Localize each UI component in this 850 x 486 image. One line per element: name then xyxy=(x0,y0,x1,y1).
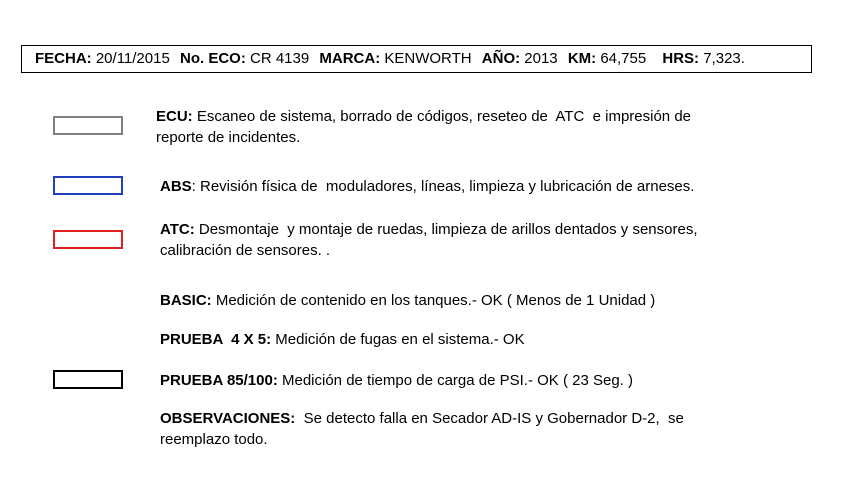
atc-text-line2: calibración de sensores. . xyxy=(160,242,331,259)
ecu-legend-swatch xyxy=(53,116,123,135)
eco-label: No. ECO: xyxy=(179,50,246,67)
km-value: 64,755 xyxy=(600,50,647,67)
abs-label: ABS xyxy=(160,178,192,195)
prueba-85-100-label: PRUEBA 85/100: xyxy=(160,372,278,389)
eco-value: CR 4139 xyxy=(250,50,310,67)
prueba-4x5-label: PRUEBA 4 X 5: xyxy=(160,331,272,348)
marca-label: MARCA: xyxy=(319,50,381,67)
atc-text-line1: Desmontaje y montaje de ruedas, limpieza de arillos dentados y sensores, xyxy=(194,221,698,238)
atc-label: ATC: xyxy=(160,221,195,238)
prueba-4x5-item xyxy=(160,329,525,350)
ecu-text-line2: reporte de incidentes. xyxy=(156,129,301,146)
vehicle-info-header xyxy=(21,45,812,73)
prueba-85-100-legend-swatch xyxy=(53,370,123,389)
fecha-label: FECHA: xyxy=(35,50,92,67)
ecu-text-line1: Escaneo de sistema, borrado de códigos, reseteo de ATC e impresión de xyxy=(192,108,692,125)
marca-value: KENWORTH xyxy=(384,50,472,67)
observaciones-label: OBSERVACIONES: xyxy=(160,410,296,427)
prueba-85-100-text: Medición de tiempo de carga de PSI.- OK ( 23 Seg. ) xyxy=(277,372,634,389)
observaciones-text-line1: Se detecto falla en Secador AD-IS y Gobernador D-2, se xyxy=(295,410,684,427)
abs-item xyxy=(160,176,694,197)
basic-item xyxy=(160,290,655,311)
prueba-4x5-text: Medición de fugas en el sistema.- OK xyxy=(271,331,525,348)
hrs-value: 7,323. xyxy=(703,50,745,67)
hrs-label: HRS: xyxy=(662,50,700,67)
observaciones-text-line2: reemplazo todo. xyxy=(160,431,268,448)
basic-label: BASIC: xyxy=(160,292,212,309)
km-label: KM: xyxy=(567,50,597,67)
ecu-item xyxy=(156,106,691,148)
basic-text: Medición de contenido en los tanques.- OK ( Menos de 1 Unidad ) xyxy=(211,292,656,309)
observaciones-item xyxy=(160,408,684,450)
anio-value: 2013 xyxy=(524,50,558,67)
prueba-85-100-item xyxy=(160,370,633,391)
abs-text: : Revisión física de moduladores, líneas, limpieza y lubricación de arneses. xyxy=(191,178,695,195)
anio-label: AÑO: xyxy=(481,50,521,67)
atc-legend-swatch xyxy=(53,230,123,249)
fecha-value: 20/11/2015 xyxy=(95,50,170,67)
abs-legend-swatch xyxy=(53,176,123,195)
atc-item xyxy=(160,219,697,261)
ecu-label: ECU: xyxy=(156,108,193,125)
